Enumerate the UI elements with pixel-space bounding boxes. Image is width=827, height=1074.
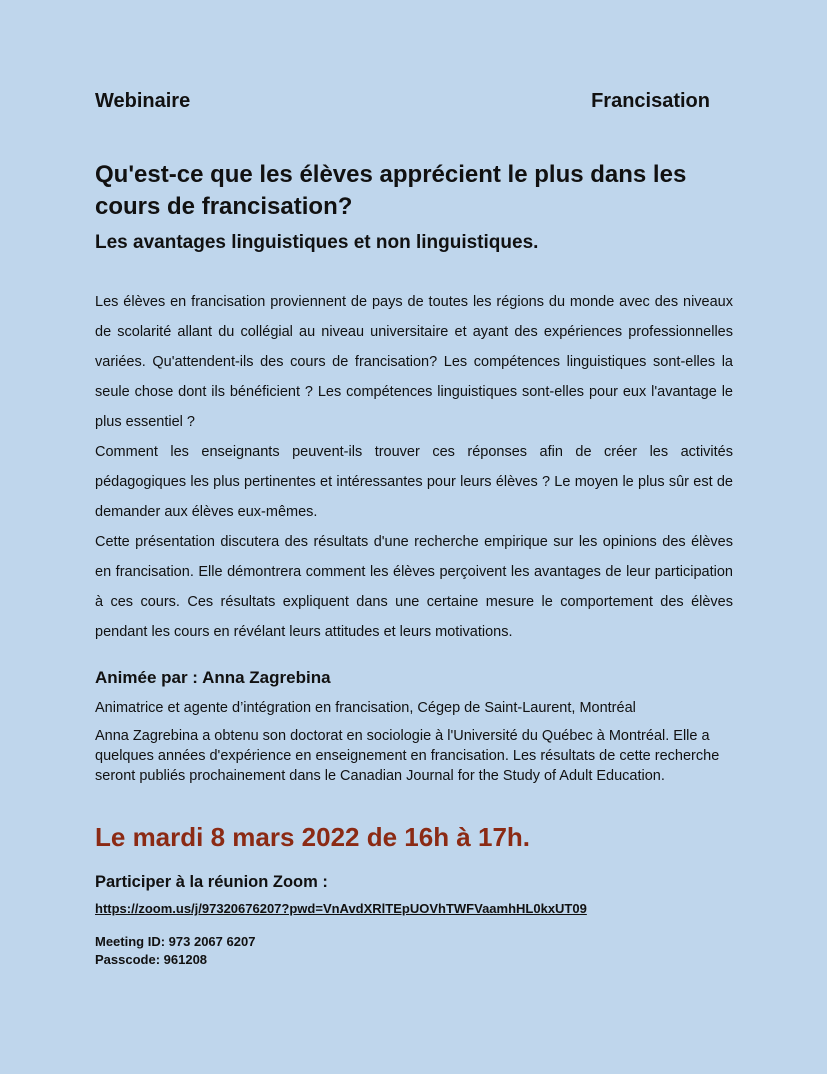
description-paragraph-1: Les élèves en francisation proviennent de pays de toutes les régions du monde avec des niveaux de scolarité allant du collégial au niveau universitaire et ayant des expériences professionnelles variées. Qu'attendent-ils des cours de francisation? Les compétences linguistiques sont-elles la seule chose dont ils bénéficient ? Les compétences linguistiques sont-elles pour eux l'avantage le plus essentiel ? bbox=[95, 294, 733, 430]
host-heading: Animée par : Anna Zagrebina bbox=[95, 668, 331, 687]
meeting-id: Meeting ID: 973 2067 6207 bbox=[95, 934, 256, 949]
meeting-details bbox=[95, 933, 733, 969]
host-bio: Anna Zagrebina a obtenu son doctorat en sociologie à l'Université du Québec à Montréal. Elle a quelques années d'expérience en enseignement en francisation. Les résultats de cette recherche seront publiés prochainement dans le Canadian Journal for the Study of Adult Education. bbox=[95, 728, 720, 784]
zoom-link[interactable]: https://zoom.us/j/97320676207?pwd=VnAvdXRlTEpUOVhTWFVaamhHL0kxUT09 bbox=[95, 901, 587, 916]
page-subtitle: Les avantages linguistiques et non linguistiques. bbox=[95, 232, 539, 253]
header-row bbox=[95, 88, 733, 114]
host-role: Animatrice et agente d’intégration en francisation, Cégep de Saint-Laurent, Montréal bbox=[95, 700, 636, 716]
description-body bbox=[95, 287, 733, 647]
document-page bbox=[95, 88, 733, 969]
header-left-label: Webinaire bbox=[95, 90, 191, 112]
description-paragraph-3: Cette présentation discutera des résultats d'une recherche empirique sur les opinions des élèves en francisation. Elle démontrera comment les élèves perçoivent les avantages de leur participation à ces cours. Ces résultats expliquent dans une certaine mesure le comportement des élèves pendant les cours en révélant leurs attitudes et leurs motivations. bbox=[95, 534, 733, 640]
event-date: Le mardi 8 mars 2022 de 16h à 17h. bbox=[95, 822, 531, 852]
zoom-heading: Participer à la réunion Zoom : bbox=[95, 873, 328, 891]
header-right-label: Francisation bbox=[591, 90, 710, 112]
meeting-passcode: Passcode: 961208 bbox=[95, 952, 208, 967]
page-title: Qu'est-ce que les élèves apprécient le plus dans les cours de francisation? bbox=[95, 161, 687, 220]
description-paragraph-2: Comment les enseignants peuvent-ils trouver ces réponses afin de créer les activités pédagogiques les plus pertinentes et intéressantes pour leurs élèves ? Le moyen le plus sûr est de demander aux élèves eux-mêmes. bbox=[95, 444, 733, 520]
